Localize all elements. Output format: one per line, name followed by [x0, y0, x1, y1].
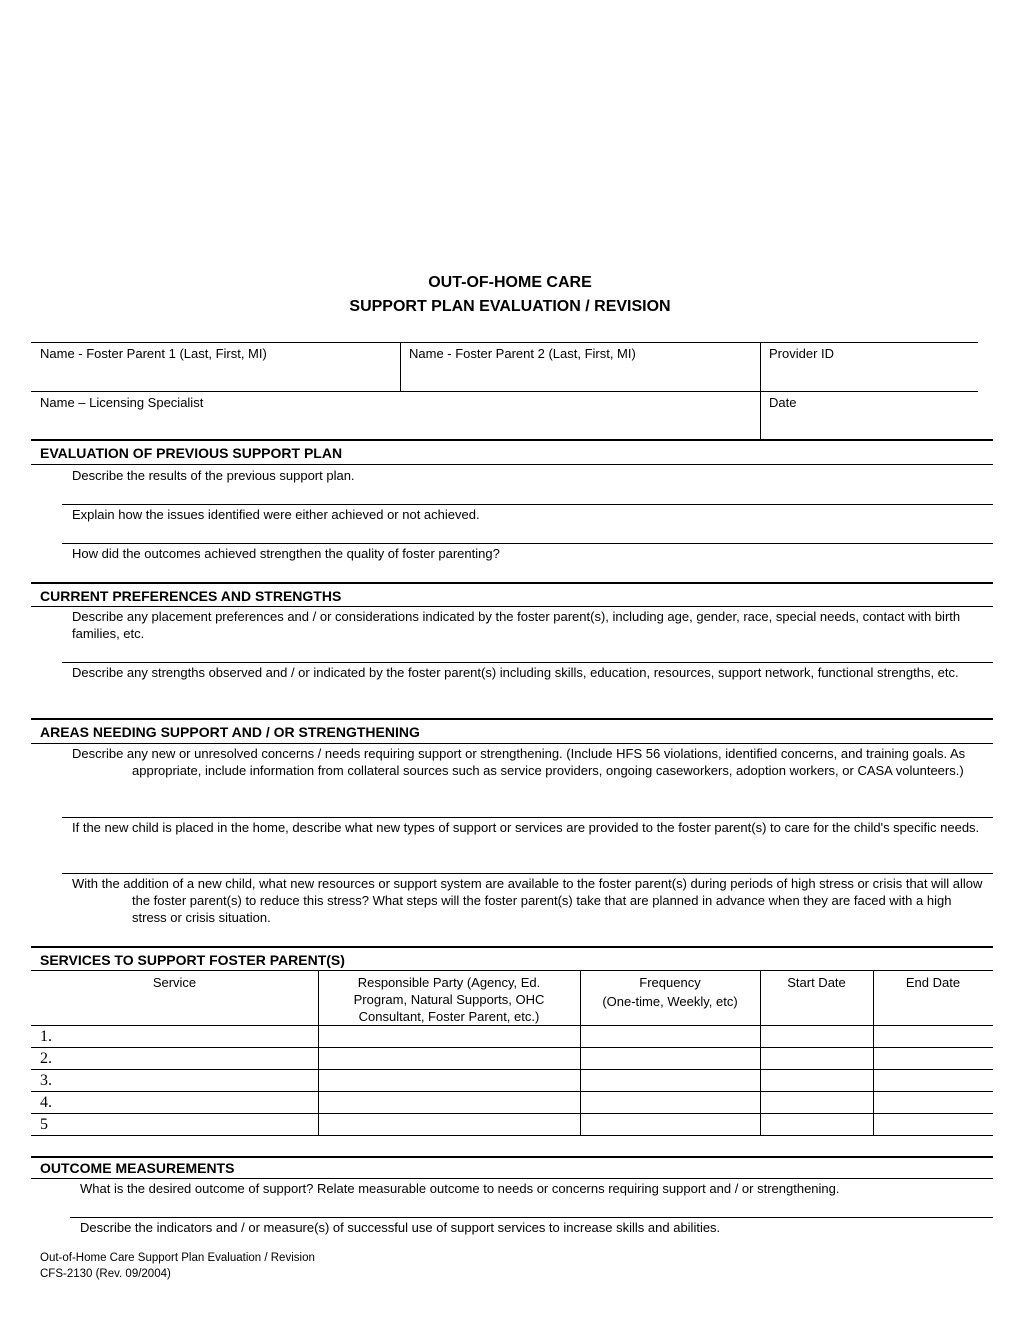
evaluation-heading-rule	[31, 464, 993, 465]
evaluation-results-field[interactable]	[72, 467, 987, 503]
service-row-4[interactable]: 4.	[40, 1094, 52, 1111]
services-row-rule-4	[31, 1113, 993, 1114]
outcomes-heading-rule	[31, 1178, 993, 1179]
outcomes-top-rule	[31, 1156, 993, 1158]
evaluation-q1: Describe the results of the previous support plan.	[72, 468, 355, 483]
areas-rule-2	[62, 873, 993, 874]
areas-top-rule	[31, 718, 993, 720]
col-responsible-party: Responsible Party (Agency, Ed. Program, Natural Supports, OHC Consultant, Foster Parent, etc.)	[353, 975, 545, 1024]
services-row-rule-2	[31, 1069, 993, 1070]
info-table-mid-border	[31, 391, 978, 392]
preferences-q1: Describe any placement preferences and / or considerations indicated by the foster parent(s), including age, gender, race, special needs, contact with birth families, etc.	[72, 609, 961, 641]
evaluation-q2: Explain how the issues identified were either achieved or not achieved.	[72, 507, 480, 522]
preferences-strengths-field[interactable]	[72, 664, 972, 716]
outcomes-q2: Describe the indicators and / or measure(s) of successful use of support services to increase skills and abilities.	[80, 1220, 721, 1235]
evaluation-achieved-field[interactable]	[72, 506, 987, 542]
col-service: Service	[152, 975, 197, 990]
preferences-rule-1	[62, 662, 993, 663]
services-heading-rule	[31, 970, 993, 971]
services-row-rule-5	[31, 1135, 993, 1136]
form-title-line1: OUT-OF-HOME CARE	[428, 274, 592, 291]
evaluation-rule-2	[62, 543, 993, 544]
col-end-date: End Date	[905, 975, 961, 990]
col-start-date: Start Date	[787, 975, 846, 990]
preferences-heading: CURRENT PREFERENCES AND STRENGTHS	[40, 588, 342, 604]
services-col-divider-3	[760, 970, 761, 1135]
preferences-placement-field[interactable]	[72, 608, 987, 660]
footer-form-name: Out-of-Home Care Support Plan Evaluation / Revision	[40, 1252, 315, 1264]
services-heading: SERVICES TO SUPPORT FOSTER PARENT(S)	[40, 952, 345, 968]
services-top-rule	[31, 946, 993, 948]
areas-heading-rule	[31, 743, 993, 744]
col-frequency-note: (One-time, Weekly, etc)	[602, 994, 738, 1009]
services-col-divider-1	[318, 970, 319, 1135]
outcomes-heading: OUTCOME MEASUREMENTS	[40, 1160, 235, 1176]
preferences-q2: Describe any strengths observed and / or indicated by the foster parent(s) including skills, education, resources, support network, functional strengths, etc.	[72, 665, 959, 680]
areas-stress-field[interactable]	[72, 875, 987, 945]
evaluation-outcomes-field[interactable]	[72, 545, 987, 581]
outcomes-indicators-field[interactable]	[80, 1219, 985, 1243]
areas-q3: With the addition of a new child, what new resources or support system are available to the foster parent(s) during periods of high stress or crisis that will allow the foster parent(s) to reduce this stress? What steps will the foster parent(s) take that are planned in advance when they are faced with a high stress or crisis situation.	[72, 876, 983, 925]
areas-new-child-field[interactable]	[72, 819, 987, 871]
info-table-top-border	[31, 342, 978, 343]
service-row-1[interactable]: 1.	[40, 1028, 52, 1045]
service-row-2[interactable]: 2.	[40, 1050, 52, 1067]
info-divider-2	[760, 342, 761, 440]
evaluation-heading: EVALUATION OF PREVIOUS SUPPORT PLAN	[40, 445, 343, 461]
outcomes-q1: What is the desired outcome of support? Relate measurable outcome to needs or concerns requiring support and / or strengthening.	[80, 1181, 840, 1196]
areas-concerns-field[interactable]	[72, 745, 987, 815]
preferences-heading-rule	[31, 606, 993, 607]
info-divider-1	[400, 342, 401, 391]
date-label: Date	[769, 395, 797, 410]
service-row-3[interactable]: 3.	[40, 1072, 52, 1089]
evaluation-rule-1	[62, 504, 993, 505]
provider-id-field[interactable]	[769, 345, 974, 389]
licensing-specialist-label: Name – Licensing Specialist	[40, 395, 204, 410]
evaluation-top-rule	[31, 439, 993, 441]
services-col-divider-2	[580, 970, 581, 1135]
form-title-line2: SUPPORT PLAN EVALUATION / REVISION	[349, 298, 671, 315]
date-field[interactable]	[769, 394, 974, 438]
provider-id-label: Provider ID	[769, 346, 835, 361]
footer-form-number: CFS-2130 (Rev. 09/2004)	[40, 1268, 171, 1280]
service-row-5[interactable]: 5	[40, 1116, 48, 1133]
services-row-rule-1	[31, 1047, 993, 1048]
areas-q2: If the new child is placed in the home, describe what new types of support or services are provided to the foster parent(s) to care for the child's specific needs.	[72, 820, 980, 835]
services-header-rule	[31, 1025, 993, 1026]
outcomes-desired-field[interactable]	[80, 1180, 985, 1216]
licensing-specialist-field[interactable]	[40, 394, 755, 438]
services-col-divider-4	[873, 970, 874, 1135]
services-row-rule-3	[31, 1091, 993, 1092]
areas-rule-1	[62, 817, 993, 818]
foster-parent-1-field[interactable]	[40, 345, 395, 389]
evaluation-q3: How did the outcomes achieved strengthen the quality of foster parenting?	[72, 546, 500, 561]
foster-parent-2-field[interactable]	[409, 345, 754, 389]
preferences-top-rule	[31, 582, 993, 584]
areas-heading: AREAS NEEDING SUPPORT AND / OR STRENGTHENING	[40, 724, 420, 740]
foster-parent-1-label: Name - Foster Parent 1 (Last, First, MI)	[40, 346, 267, 361]
foster-parent-2-label: Name - Foster Parent 2 (Last, First, MI)	[409, 346, 636, 361]
col-frequency: Frequency	[639, 975, 701, 990]
outcomes-rule-1	[70, 1217, 993, 1218]
areas-q1: Describe any new or unresolved concerns / needs requiring support or strengthening. (Include HFS 56 violations, identified concerns, and training goals. As appropriate, include information from collateral sources such as service providers, ongoing caseworkers, adoption workers, or CASA volunteers.)	[72, 746, 966, 778]
